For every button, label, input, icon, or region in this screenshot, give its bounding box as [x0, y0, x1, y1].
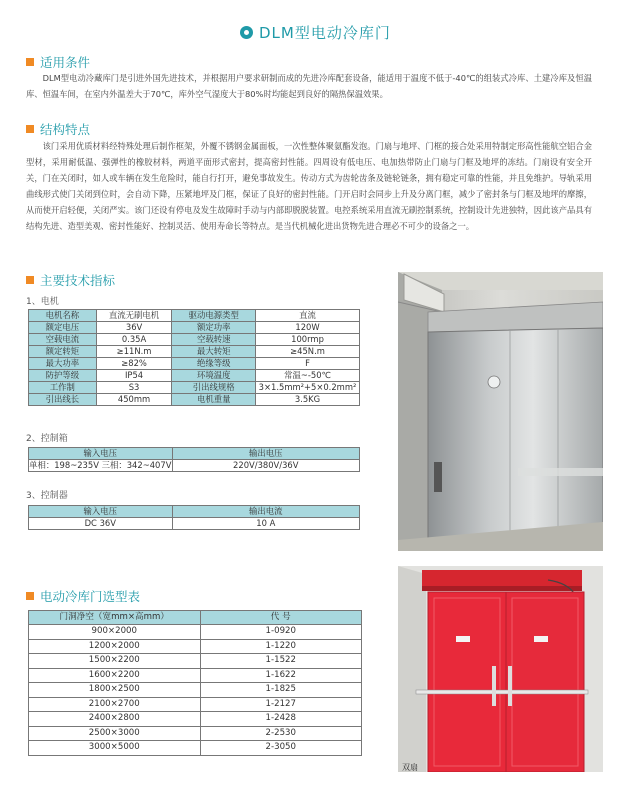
column-header: 输出电压 — [172, 448, 359, 460]
table-cell: 直流 — [256, 310, 360, 322]
page-title: DLM型电动冷库门 — [240, 22, 391, 43]
table-cell: F — [256, 358, 360, 370]
table-cell: 1-1220 — [200, 639, 361, 654]
subheading-controller: 3、控制器 — [26, 491, 68, 501]
table-cell: 36V — [96, 322, 172, 334]
table-row — [29, 668, 362, 683]
subheading-control-box: 2、控制箱 — [26, 434, 68, 444]
table-cell: 1-1825 — [200, 683, 361, 698]
square-bullet-icon — [26, 58, 34, 66]
section-heading-application: 适用条件 — [26, 53, 90, 71]
square-bullet-icon — [26, 125, 34, 133]
table-cell: 450mm — [96, 394, 172, 406]
table-row — [29, 358, 360, 370]
column-header: 门洞净空（宽mm×高mm） — [29, 611, 201, 625]
table-cell: 1500×2200 — [29, 654, 201, 669]
table-cell: 单相：198~235V 三相：342~407V — [29, 460, 172, 470]
table-row — [29, 741, 362, 756]
table-cell: 220V/380V/36V — [172, 460, 359, 472]
table-row — [29, 697, 362, 712]
table-cell: 1-1622 — [200, 668, 361, 683]
table-cell: 空载电流 — [29, 334, 97, 346]
table-cell: DC 36V — [29, 518, 173, 530]
table-row — [29, 322, 360, 334]
table-cell: 空载转速 — [172, 334, 256, 346]
table-cell: 900×2000 — [29, 625, 201, 640]
table-row — [29, 683, 362, 698]
table-cell: ≥11N.m — [96, 346, 172, 358]
column-header: 输入电压 — [29, 506, 173, 518]
table-cell: 常温~-50℃ — [256, 370, 360, 382]
table-cell: 驱动电源类型 — [172, 310, 256, 322]
table-cell: 10 A — [172, 518, 359, 530]
table-row — [29, 726, 362, 741]
table-row — [29, 625, 362, 640]
application-paragraph: DLM型电动冷藏库门是引进外国先进技术，并根据用户要求研制而成的先进冷库配套设备，能适用于温度不低于-40℃的组装式冷库、土建冷库及恒温库、恒温车间，在室内外温差大于70℃，库外空气湿度大于80%时均能起到良好的隔热保温效果。 — [26, 73, 592, 99]
table-cell: 1-2428 — [200, 712, 361, 727]
circle-bullet-icon — [240, 26, 253, 39]
table-cell: 2-3050 — [200, 741, 361, 756]
table-cell: 1200×2000 — [29, 639, 201, 654]
table-row — [29, 460, 360, 472]
table-row — [29, 639, 362, 654]
table-cell: 1-1522 — [200, 654, 361, 669]
structure-paragraph: 该门采用优质材料经特殊处理后制作框架，外覆不锈钢金属面板，一次性整体聚氨酯发泡。门扇与地坪、门框的接合处采用特制定形高性能航空铝合金型材，采用耐低温、强弹性的橡胶材料，两道平面形式密封，提高密封性能。四周设有低电压、电加热带防止门扇与门框及地坪的冻结。门扇设有安全开关，门在关闭时，如人或车辆在发生危险时，能自行打开，避免事故发生。传动方式为齿轮齿条及链轮链条，拥有稳定可靠的性能，并且免维护。导轨采用曲线形式使门关闭到位时，会自动下降，压紧地坪及门框，保证了良好的密封性能。门开启时会同步上升及分离门框，减少了密封条与门框及地坪的摩擦，从而使开启轻便，关闭严实。该门还设有停电及发生故障时手动与内部即脱脱装置。电控系统采用直流无刷控制系统，控制设计先进独特，因此该产品具有结构先进、造型美观、密封性能好、控制灵活、使用寿命长等特点。是当代机械化进出货物先进合理必不可少的设备之一。 — [26, 141, 592, 231]
table-cell: ≥82% — [96, 358, 172, 370]
section-heading-specs: 主要技术指标 — [26, 271, 115, 289]
table-cell: IP54 — [96, 370, 172, 382]
table-row — [29, 394, 360, 406]
table-cell: 1-2127 — [200, 697, 361, 712]
selection-table — [28, 610, 362, 756]
table-cell: 工作制 — [29, 382, 97, 394]
table-cell: 直流无刷电机 — [96, 310, 172, 322]
table-cell: 3.5KG — [256, 394, 360, 406]
table-cell: 电机重量 — [172, 394, 256, 406]
table-cell: 2100×2700 — [29, 697, 201, 712]
table-cell: 0.35A — [96, 334, 172, 346]
table-cell: 2-2530 — [200, 726, 361, 741]
table-cell: 绝缘等级 — [172, 358, 256, 370]
table-cell: 引出线长 — [29, 394, 97, 406]
table-cell: 防护等级 — [29, 370, 97, 382]
column-header: 输出电流 — [172, 506, 359, 518]
table-cell: 2400×2800 — [29, 712, 201, 727]
table-cell: 额定功率 — [172, 322, 256, 334]
table-cell: S3 — [96, 382, 172, 394]
controller-table — [28, 505, 360, 530]
table-cell: 2500×3000 — [29, 726, 201, 741]
motor-spec-table — [28, 309, 360, 406]
subheading-motor: 1、电机 — [26, 297, 59, 307]
table-cell: 最大转矩 — [172, 346, 256, 358]
table-cell: ≥45N.m — [256, 346, 360, 358]
square-bullet-icon — [26, 592, 34, 600]
table-row — [29, 654, 362, 669]
table-cell: 额定电压 — [29, 322, 97, 334]
column-header: 输入电压 — [29, 448, 173, 460]
photo-caption: 双扇 — [402, 763, 418, 772]
stainless-cold-storage-door-photo — [398, 272, 603, 551]
table-row — [29, 712, 362, 727]
section-heading-structure: 结构特点 — [26, 120, 90, 138]
table-cell: 1800×2500 — [29, 683, 201, 698]
table-cell: 环境温度 — [172, 370, 256, 382]
table-row — [29, 310, 360, 322]
table-cell: 120W — [256, 322, 360, 334]
table-cell: 引出线规格 — [172, 382, 256, 394]
control-box-table — [28, 447, 360, 472]
table-cell: 最大功率 — [29, 358, 97, 370]
table-cell: 100rmp — [256, 334, 360, 346]
table-cell: 额定转矩 — [29, 346, 97, 358]
table-row — [29, 370, 360, 382]
square-bullet-icon — [26, 276, 34, 284]
table-row — [29, 518, 360, 530]
table-row — [29, 346, 360, 358]
section-heading-selection: 电动冷库门选型表 — [26, 587, 140, 605]
table-row — [29, 334, 360, 346]
table-row — [29, 382, 360, 394]
table-cell: 3×1.5mm²+5×0.2mm² — [256, 382, 360, 394]
table-cell: 1-0920 — [200, 625, 361, 640]
column-header: 代 号 — [200, 611, 361, 625]
red-double-door-photo — [398, 566, 603, 772]
table-cell: 电机名称 — [29, 310, 97, 322]
table-cell: 3000×5000 — [29, 741, 201, 756]
table-cell: 1600×2200 — [29, 668, 201, 683]
